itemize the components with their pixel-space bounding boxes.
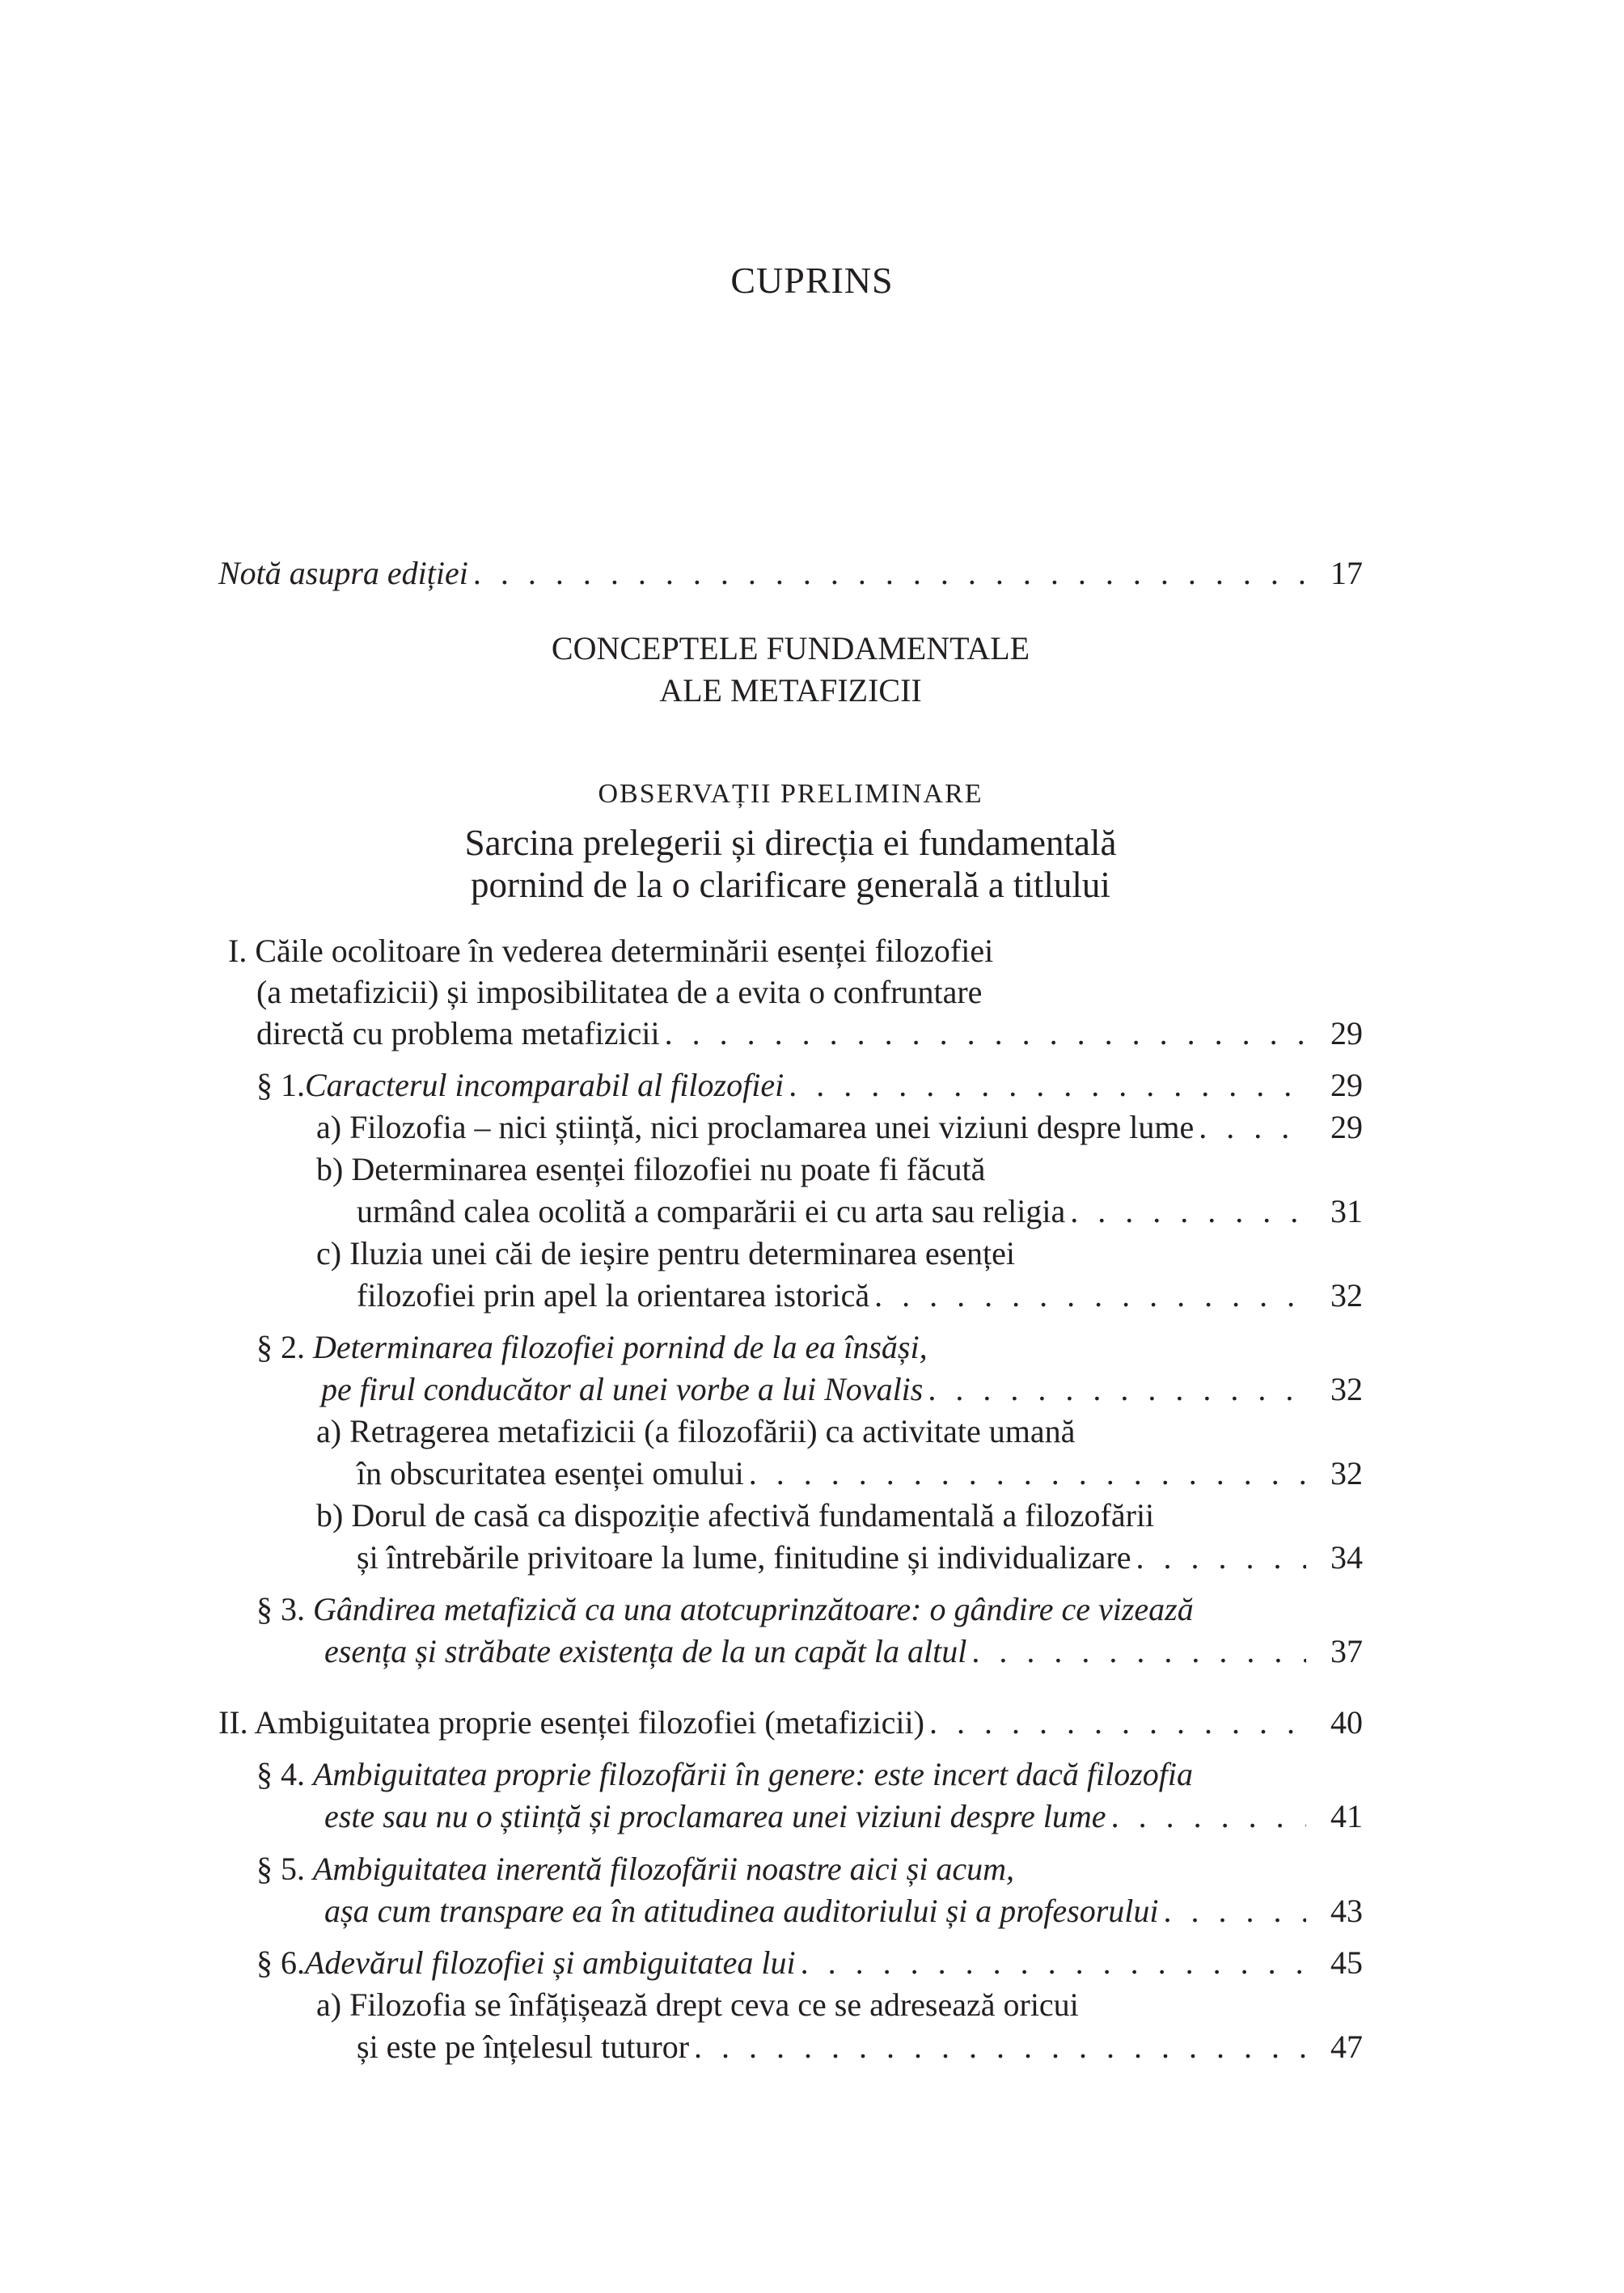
page-number: 32 xyxy=(1330,1455,1363,1491)
section-4-line2[interactable] xyxy=(324,1796,1363,1838)
toc-entry-label: a) Filozofia – nici știință, nici proclamarea unei viziuni despre lume xyxy=(316,1109,1195,1145)
part-title-line1: CONCEPTELE FUNDAMENTALE xyxy=(551,630,1030,666)
section-number: § 3. xyxy=(256,1591,313,1627)
section-title-cont: este sau nu o știință și proclamarea unei viziuni despre lume xyxy=(324,1798,1106,1834)
section-title-cont: pe firul conducător al unei vorbe a lui Novalis xyxy=(321,1371,924,1407)
page-number: 17 xyxy=(1330,555,1363,591)
section-1c-line2[interactable] xyxy=(357,1275,1363,1317)
section-1b-line2[interactable] xyxy=(357,1191,1363,1233)
section-number: § 5. xyxy=(256,1851,313,1887)
section-title: Adevărul filozofiei și ambiguitatea lui xyxy=(305,1944,796,1981)
leader-dots xyxy=(796,1942,1306,1984)
section-6[interactable] xyxy=(256,1942,1363,1984)
section-number: § 2. xyxy=(256,1329,313,1365)
section-title: Determinarea filozofiei pornind de la ea însăși, xyxy=(313,1329,928,1365)
section-2-line2[interactable] xyxy=(321,1369,1363,1411)
section-2a-line1[interactable]: a) Retragerea metafizicii (a filozofării) ca activitate umană xyxy=(316,1413,1076,1449)
page-number: 43 xyxy=(1330,1893,1363,1929)
page-number: 47 xyxy=(1330,2029,1363,2065)
section-4-line1[interactable] xyxy=(256,1754,1363,1796)
page-number: 29 xyxy=(1330,1015,1363,1051)
chapter-1-line1[interactable]: I. Căile ocolitoare în vederea determinării esenței filozofiei xyxy=(228,933,994,969)
page-number: 37 xyxy=(1330,1633,1363,1669)
leader-dots xyxy=(744,1453,1306,1495)
page-number: 32 xyxy=(1330,1371,1363,1407)
part-title-line2: ALE METAFIZICII xyxy=(659,672,922,709)
section-title-cont: așa cum transpare ea în atitudinea auditoriului și a profesorului xyxy=(324,1893,1159,1929)
toc-entry-nota[interactable] xyxy=(218,552,1363,594)
section-5-line2[interactable] xyxy=(324,1890,1363,1932)
section-1[interactable] xyxy=(256,1064,1363,1106)
section-number: § 6. xyxy=(256,1944,305,1981)
chapter-1-line2: (a metafizicii) și imposibilitatea de a evita o confruntare xyxy=(256,974,983,1010)
section-title: Caracterul incomparabil al filozofiei xyxy=(305,1067,785,1103)
prelim-heading: OBSERVAȚII PRELIMINARE xyxy=(598,779,983,809)
section-2a-line2[interactable] xyxy=(357,1453,1363,1495)
chapter-1-line3[interactable] xyxy=(256,1013,1363,1055)
section-1c-line1[interactable]: c) Iluzia unei căi de ieșire pentru determinarea esenței xyxy=(316,1235,1015,1271)
page-number: 31 xyxy=(1330,1193,1363,1229)
prelim-subtitle-line2: pornind de la o clarificare generală a titlului xyxy=(471,865,1110,905)
section-title: Ambiguitatea inerentă filozofării noastre aici și acum, xyxy=(313,1851,1014,1887)
section-5-line1[interactable] xyxy=(256,1848,1363,1890)
section-6a-line1[interactable]: a) Filozofia se înfățișează drept ceva ce se adresează oricui xyxy=(316,1986,1079,2023)
chapter-2[interactable] xyxy=(218,1702,1363,1744)
leader-dots xyxy=(468,552,1306,594)
toc-entry-label: directă cu problema metafizicii xyxy=(256,1015,660,1051)
leader-dots xyxy=(923,1369,1306,1411)
section-title-cont: esența și străbate existența de la un capăt la altul xyxy=(324,1633,967,1669)
page-number: 40 xyxy=(1330,1704,1363,1741)
toc-entry-label: Notă asupra ediției xyxy=(218,555,468,591)
leader-dots xyxy=(924,1702,1306,1744)
section-number: § 4. xyxy=(256,1756,313,1792)
section-number: § 1. xyxy=(256,1067,305,1103)
page-number: 34 xyxy=(1330,1539,1363,1576)
toc-entry-label: și întrebările privitoare la lume, finitudine și individualizare xyxy=(357,1539,1131,1576)
section-3-line2[interactable] xyxy=(324,1631,1363,1673)
leader-dots xyxy=(1065,1191,1306,1233)
toc-entry-label: II. Ambiguitatea proprie esenței filozofiei (metafizicii) xyxy=(218,1704,924,1741)
leader-dots xyxy=(869,1275,1306,1317)
leader-dots xyxy=(1106,1796,1306,1838)
section-6a-line2[interactable] xyxy=(357,2026,1363,2068)
leader-dots xyxy=(1131,1537,1306,1579)
section-title: Ambiguitatea proprie filozofării în genere: este incert dacă filozofia xyxy=(313,1756,1194,1792)
page-number: 29 xyxy=(1330,1109,1363,1145)
section-title: Gândirea metafizică ca una atotcuprinzătoare: o gândire ce vizează xyxy=(313,1591,1194,1627)
toc-entry-label: filozofiei prin apel la orientarea istorică xyxy=(357,1277,870,1314)
page-number: 29 xyxy=(1330,1067,1363,1103)
section-3-line1[interactable] xyxy=(256,1589,1363,1631)
leader-dots xyxy=(784,1064,1306,1106)
toc-entry-label: în obscuritatea esenței omului xyxy=(357,1455,744,1491)
section-2b-line2[interactable] xyxy=(357,1537,1363,1579)
page-number: 45 xyxy=(1330,1944,1363,1981)
section-2-line1[interactable] xyxy=(256,1326,1363,1369)
leader-dots xyxy=(660,1013,1306,1055)
section-1b-line1[interactable]: b) Determinarea esenței filozofiei nu poate fi făcută xyxy=(316,1151,986,1187)
toc-entry-label: urmând calea ocolită a comparării ei cu arta sau religia xyxy=(357,1193,1066,1229)
section-1a[interactable] xyxy=(316,1106,1363,1149)
page-title: CUPRINS xyxy=(730,260,894,301)
toc-entry-label: și este pe înțelesul tuturor xyxy=(357,2029,690,2065)
prelim-subtitle-line1: Sarcina prelegerii și direcția ei fundamentală xyxy=(464,823,1117,863)
leader-dots xyxy=(966,1631,1306,1673)
leader-dots xyxy=(689,2026,1306,2068)
section-2b-line1[interactable]: b) Dorul de casă ca dispoziție afectivă fundamentală a filozofării xyxy=(316,1497,1155,1534)
page-number: 32 xyxy=(1330,1277,1363,1314)
leader-dots xyxy=(1194,1106,1306,1149)
page-number: 41 xyxy=(1330,1798,1363,1834)
leader-dots xyxy=(1158,1890,1306,1932)
